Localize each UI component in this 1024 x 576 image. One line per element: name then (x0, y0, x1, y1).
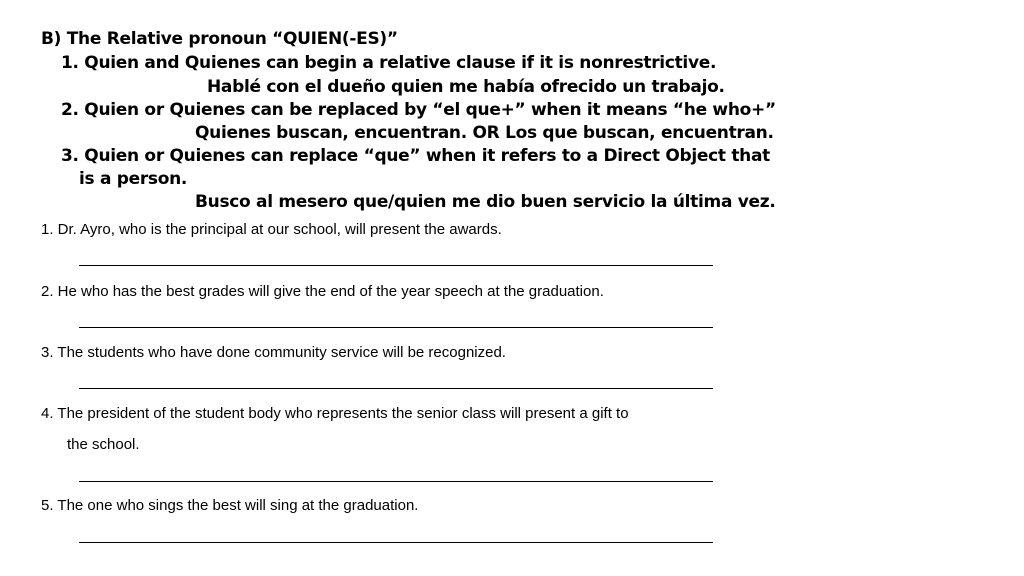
exercise-prompt: 5. The one who sings the best will sing at the graduation. (41, 497, 419, 514)
rule-example: Quienes buscan, encuentran. OR Los que buscan, encuentran. (195, 123, 774, 143)
rule-text-continued: is a person. (79, 169, 188, 189)
exercise-prompt-continued: the school. (67, 436, 140, 453)
answer-line[interactable] (79, 327, 713, 328)
rule-text: 3. Quien or Quienes can replace “que” when it refers to a Direct Object that (61, 146, 770, 166)
answer-line[interactable] (79, 388, 713, 389)
rule-text: 2. Quien or Quienes can be replaced by “el que+” when it means “he who+” (61, 100, 776, 120)
exercise-prompt: 4. The president of the student body who represents the senior class will present a gift to (41, 405, 629, 422)
section-heading: B) The Relative pronoun “QUIEN(-ES)” (41, 29, 398, 49)
exercise-prompt: 2. He who has the best grades will give the end of the year speech at the graduation. (41, 283, 604, 300)
rule-example: Hablé con el dueño quien me había ofrecido un trabajo. (207, 77, 725, 97)
rule-example: Busco al mesero que/quien me dio buen servicio la última vez. (195, 192, 776, 212)
rule-text: 1. Quien and Quienes can begin a relative clause if it is nonrestrictive. (61, 53, 717, 73)
exercise-prompt: 1. Dr. Ayro, who is the principal at our school, will present the awards. (41, 221, 502, 238)
answer-line[interactable] (79, 542, 713, 543)
answer-line[interactable] (79, 481, 713, 482)
exercise-prompt: 3. The students who have done community service will be recognized. (41, 344, 506, 361)
answer-line[interactable] (79, 265, 713, 266)
